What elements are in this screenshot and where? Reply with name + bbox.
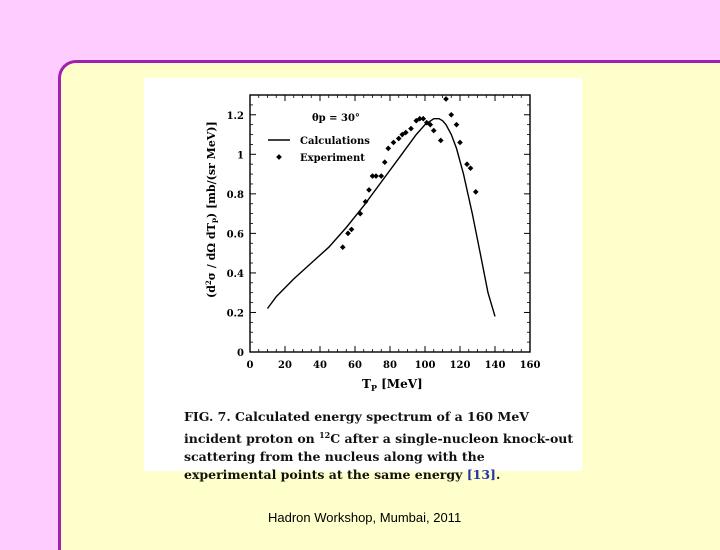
caption-middle: after a single-nucleon knock-out scattering from the nucleus along with the experimental points at the same energy bbox=[184, 431, 574, 483]
x-tick-label: 60 bbox=[348, 360, 362, 371]
x-tick-label: 20 bbox=[278, 360, 292, 371]
figure-caption bbox=[184, 408, 574, 484]
x-tick-label: 120 bbox=[449, 360, 471, 371]
x-tick-labels bbox=[247, 360, 541, 371]
x-tick-label: 0 bbox=[246, 360, 254, 371]
experiment-point bbox=[391, 140, 397, 146]
experiment-point bbox=[468, 165, 474, 171]
experiment-point bbox=[408, 126, 414, 132]
legend-marker-experiment bbox=[276, 154, 282, 160]
figure bbox=[144, 78, 582, 483]
energy-spectrum-chart bbox=[144, 78, 582, 408]
experiment-point bbox=[373, 173, 379, 179]
x-tick-label: 100 bbox=[414, 360, 436, 371]
y-tick-label: 0 bbox=[237, 348, 244, 359]
theta-annotation: θp = 30° bbox=[312, 113, 360, 124]
caption-prefix: FIG. 7. Calculated energy spectrum of a 160 MeV incident proton on bbox=[184, 409, 529, 447]
y-tick-label: 0.8 bbox=[226, 189, 244, 201]
caption-reference-link[interactable]: [13] bbox=[466, 467, 496, 483]
calculations-line bbox=[268, 119, 496, 317]
experiment-point bbox=[349, 227, 355, 233]
x-tick-label: 140 bbox=[484, 360, 506, 371]
y-tick-label: 0.6 bbox=[226, 229, 244, 241]
experiment-point bbox=[382, 159, 388, 165]
series-experiment bbox=[340, 96, 479, 250]
experiment-point bbox=[378, 173, 384, 179]
experiment-point bbox=[366, 187, 372, 193]
y-axis-label: ($d^2\sigma$ / dΩ $dT_P$) [mb/(sr MeV)] bbox=[204, 121, 220, 298]
plot-frame bbox=[250, 95, 530, 352]
caption-nucleus-symbol: C bbox=[330, 431, 341, 447]
legend-label-calculations: Calculations bbox=[300, 136, 370, 147]
experiment-point bbox=[345, 231, 351, 237]
x-tick-label: 160 bbox=[519, 360, 541, 371]
axis-ticks bbox=[250, 95, 530, 352]
experiment-point bbox=[340, 244, 346, 250]
experiment-point bbox=[464, 161, 470, 167]
y-tick-labels bbox=[227, 111, 244, 359]
experiment-point bbox=[431, 128, 437, 134]
experiment-point bbox=[396, 136, 402, 142]
caption-suffix: . bbox=[495, 467, 501, 483]
experiment-point bbox=[438, 138, 444, 144]
series-calculations bbox=[268, 119, 496, 317]
experiment-point bbox=[454, 122, 460, 128]
experiment-point bbox=[457, 140, 463, 146]
experiment-point bbox=[448, 112, 454, 118]
experiment-point bbox=[385, 146, 391, 152]
caption-nucleus-mass: 12 bbox=[319, 430, 331, 440]
experiment-point bbox=[443, 96, 449, 102]
experiment-point bbox=[473, 189, 479, 195]
y-tick-label: 1 bbox=[237, 150, 244, 162]
footer-text: Hadron Workshop, Mumbai, 2011 bbox=[268, 510, 462, 525]
experiment-point bbox=[420, 116, 426, 122]
y-tick-label: 1.2 bbox=[226, 110, 244, 122]
x-tick-label: 80 bbox=[383, 360, 397, 371]
y-tick-label: 0.4 bbox=[226, 268, 244, 280]
x-axis-label: $T_P$ [MeV] bbox=[362, 377, 423, 393]
x-tick-label: 40 bbox=[313, 360, 327, 371]
legend-label-experiment: Experiment bbox=[300, 153, 365, 164]
y-tick-label: 0.2 bbox=[226, 308, 244, 320]
